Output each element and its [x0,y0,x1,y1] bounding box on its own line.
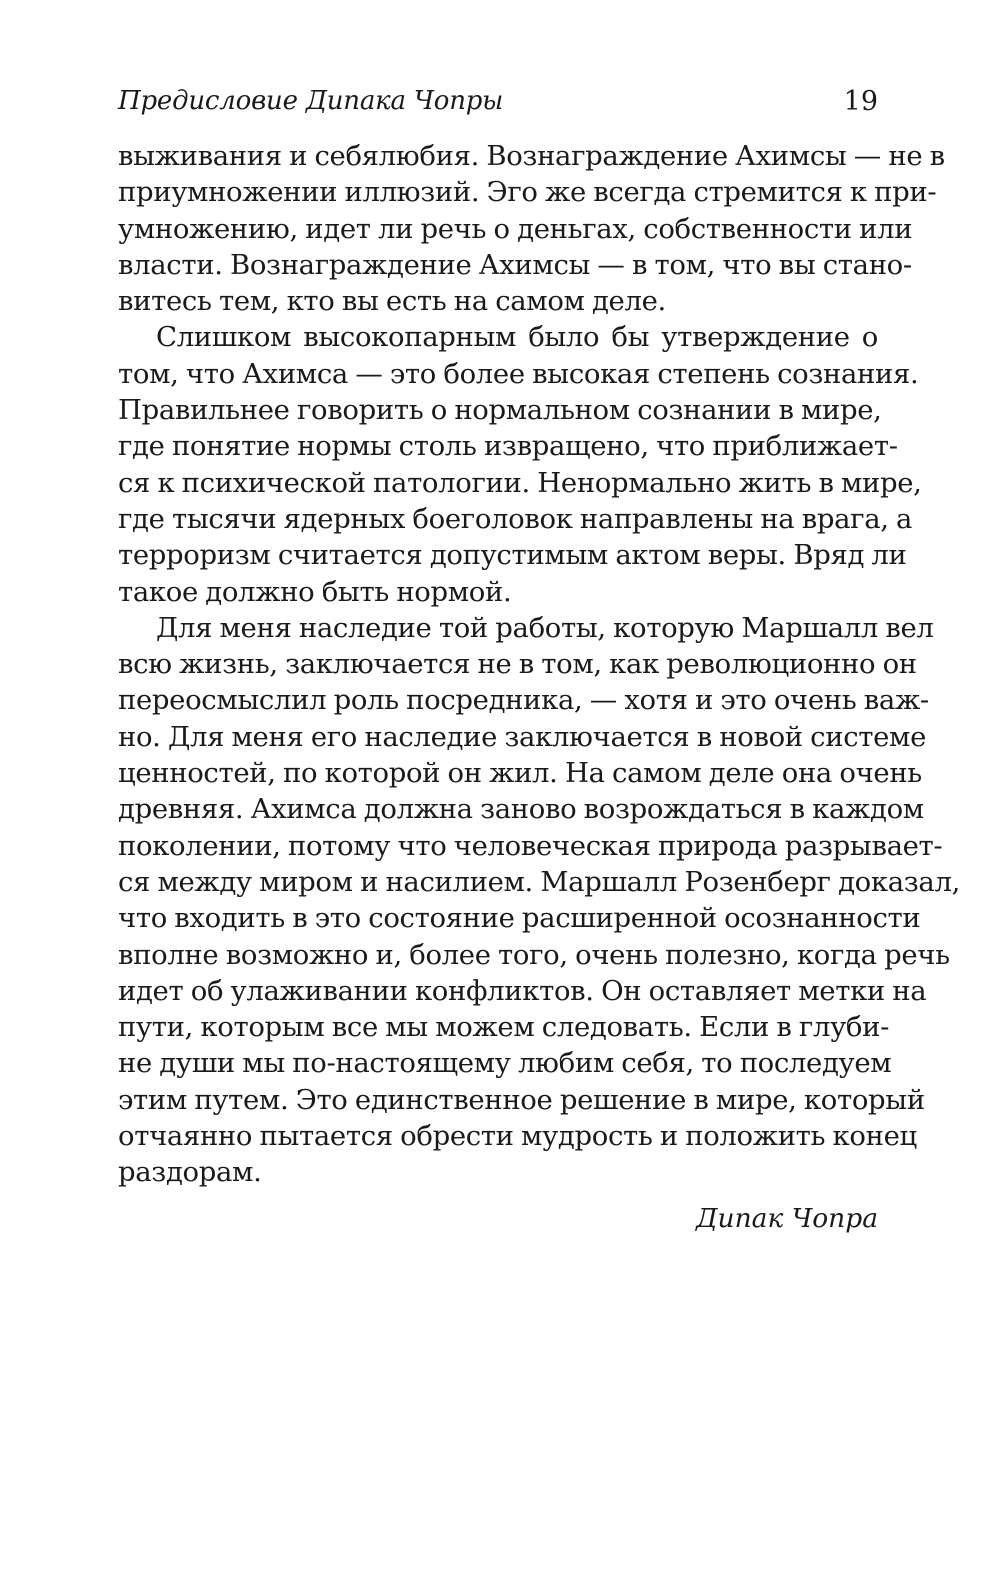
text-line: ся между миром и насилием. Маршалл Розенберг доказал, [118,865,960,898]
text-line: власти. Вознаграждение Ахимсы — в том, что вы стано- [118,248,912,281]
text-line: не души мы по-настоящему любим себя, то последуем [118,1047,892,1080]
text-line: идет об улаживании конфликтов. Он оставляет метки на [118,974,927,1007]
text-line: Для меня наследие той работы, которую Маршалл вел [156,611,934,644]
text-line: вполне возможно и, более того, очень полезно, когда речь [118,938,950,971]
text-line: поколении, потому что человеческая природа разрывает- [118,829,943,862]
text-line: раздорам. [118,1156,262,1189]
running-head [118,80,878,120]
text-line: ся к психической патологии. Ненормально жить в мире, [118,466,922,499]
text-line: ценностей, по которой он жил. На самом деле она очень [118,757,922,790]
text-line: этим путем. Это единственное решение в мире, который [118,1083,925,1116]
text-line: переосмыслил роль посредника, — хотя и это очень важ- [118,684,929,717]
paragraph [118,610,960,1191]
paragraph [118,138,945,319]
text-line: где понятие нормы столь извращено, что приближает- [118,430,898,463]
text-line: витесь тем, кто вы есть на самом деле. [118,285,666,318]
book-page [118,80,960,1237]
text-line: отчаянно пытается обрести мудрость и положить конец [118,1120,917,1153]
text-line: умножению, идет ли речь о деньгах, собственности или [118,212,913,245]
text-line: Правильнее говорить о нормальном сознании в мире, [118,394,882,427]
text-line: выживания и себялюбия. Вознаграждение Ахимсы — не в [118,140,945,172]
text-line: Слишком высокопарным было бы утверждение о [156,321,878,354]
text-line: древняя. Ахимса должна заново возрождаться в каждом [118,793,924,826]
text-line: том, что Ахимса — это более высокая степень сознания. [118,357,919,390]
text-line: терроризм считается допустимым актом веры. Вряд ли [118,539,907,572]
running-title: Предисловие Дипака Чопры [118,86,504,116]
paragraph [118,319,922,609]
text-line: такое должно быть нормой. [118,575,512,608]
author-signature: Дипак Чопра [696,1202,878,1234]
body-text [118,138,960,1237]
text-line: где тысячи ядерных боеголовок направлены на врага, а [118,502,913,535]
text-line: приумножении иллюзий. Эго же всегда стремится к при- [118,176,937,209]
text-line: пути, которым все мы можем следовать. Если в глуби- [118,1011,890,1044]
text-line: что входить в это состояние расширенной осознанности [118,902,921,935]
page-number: 19 [843,86,878,117]
text-line: всю жизнь, заключается не в том, как революционно он [118,648,917,681]
text-line: но. Для меня его наследие заключается в новой системе [118,720,926,753]
